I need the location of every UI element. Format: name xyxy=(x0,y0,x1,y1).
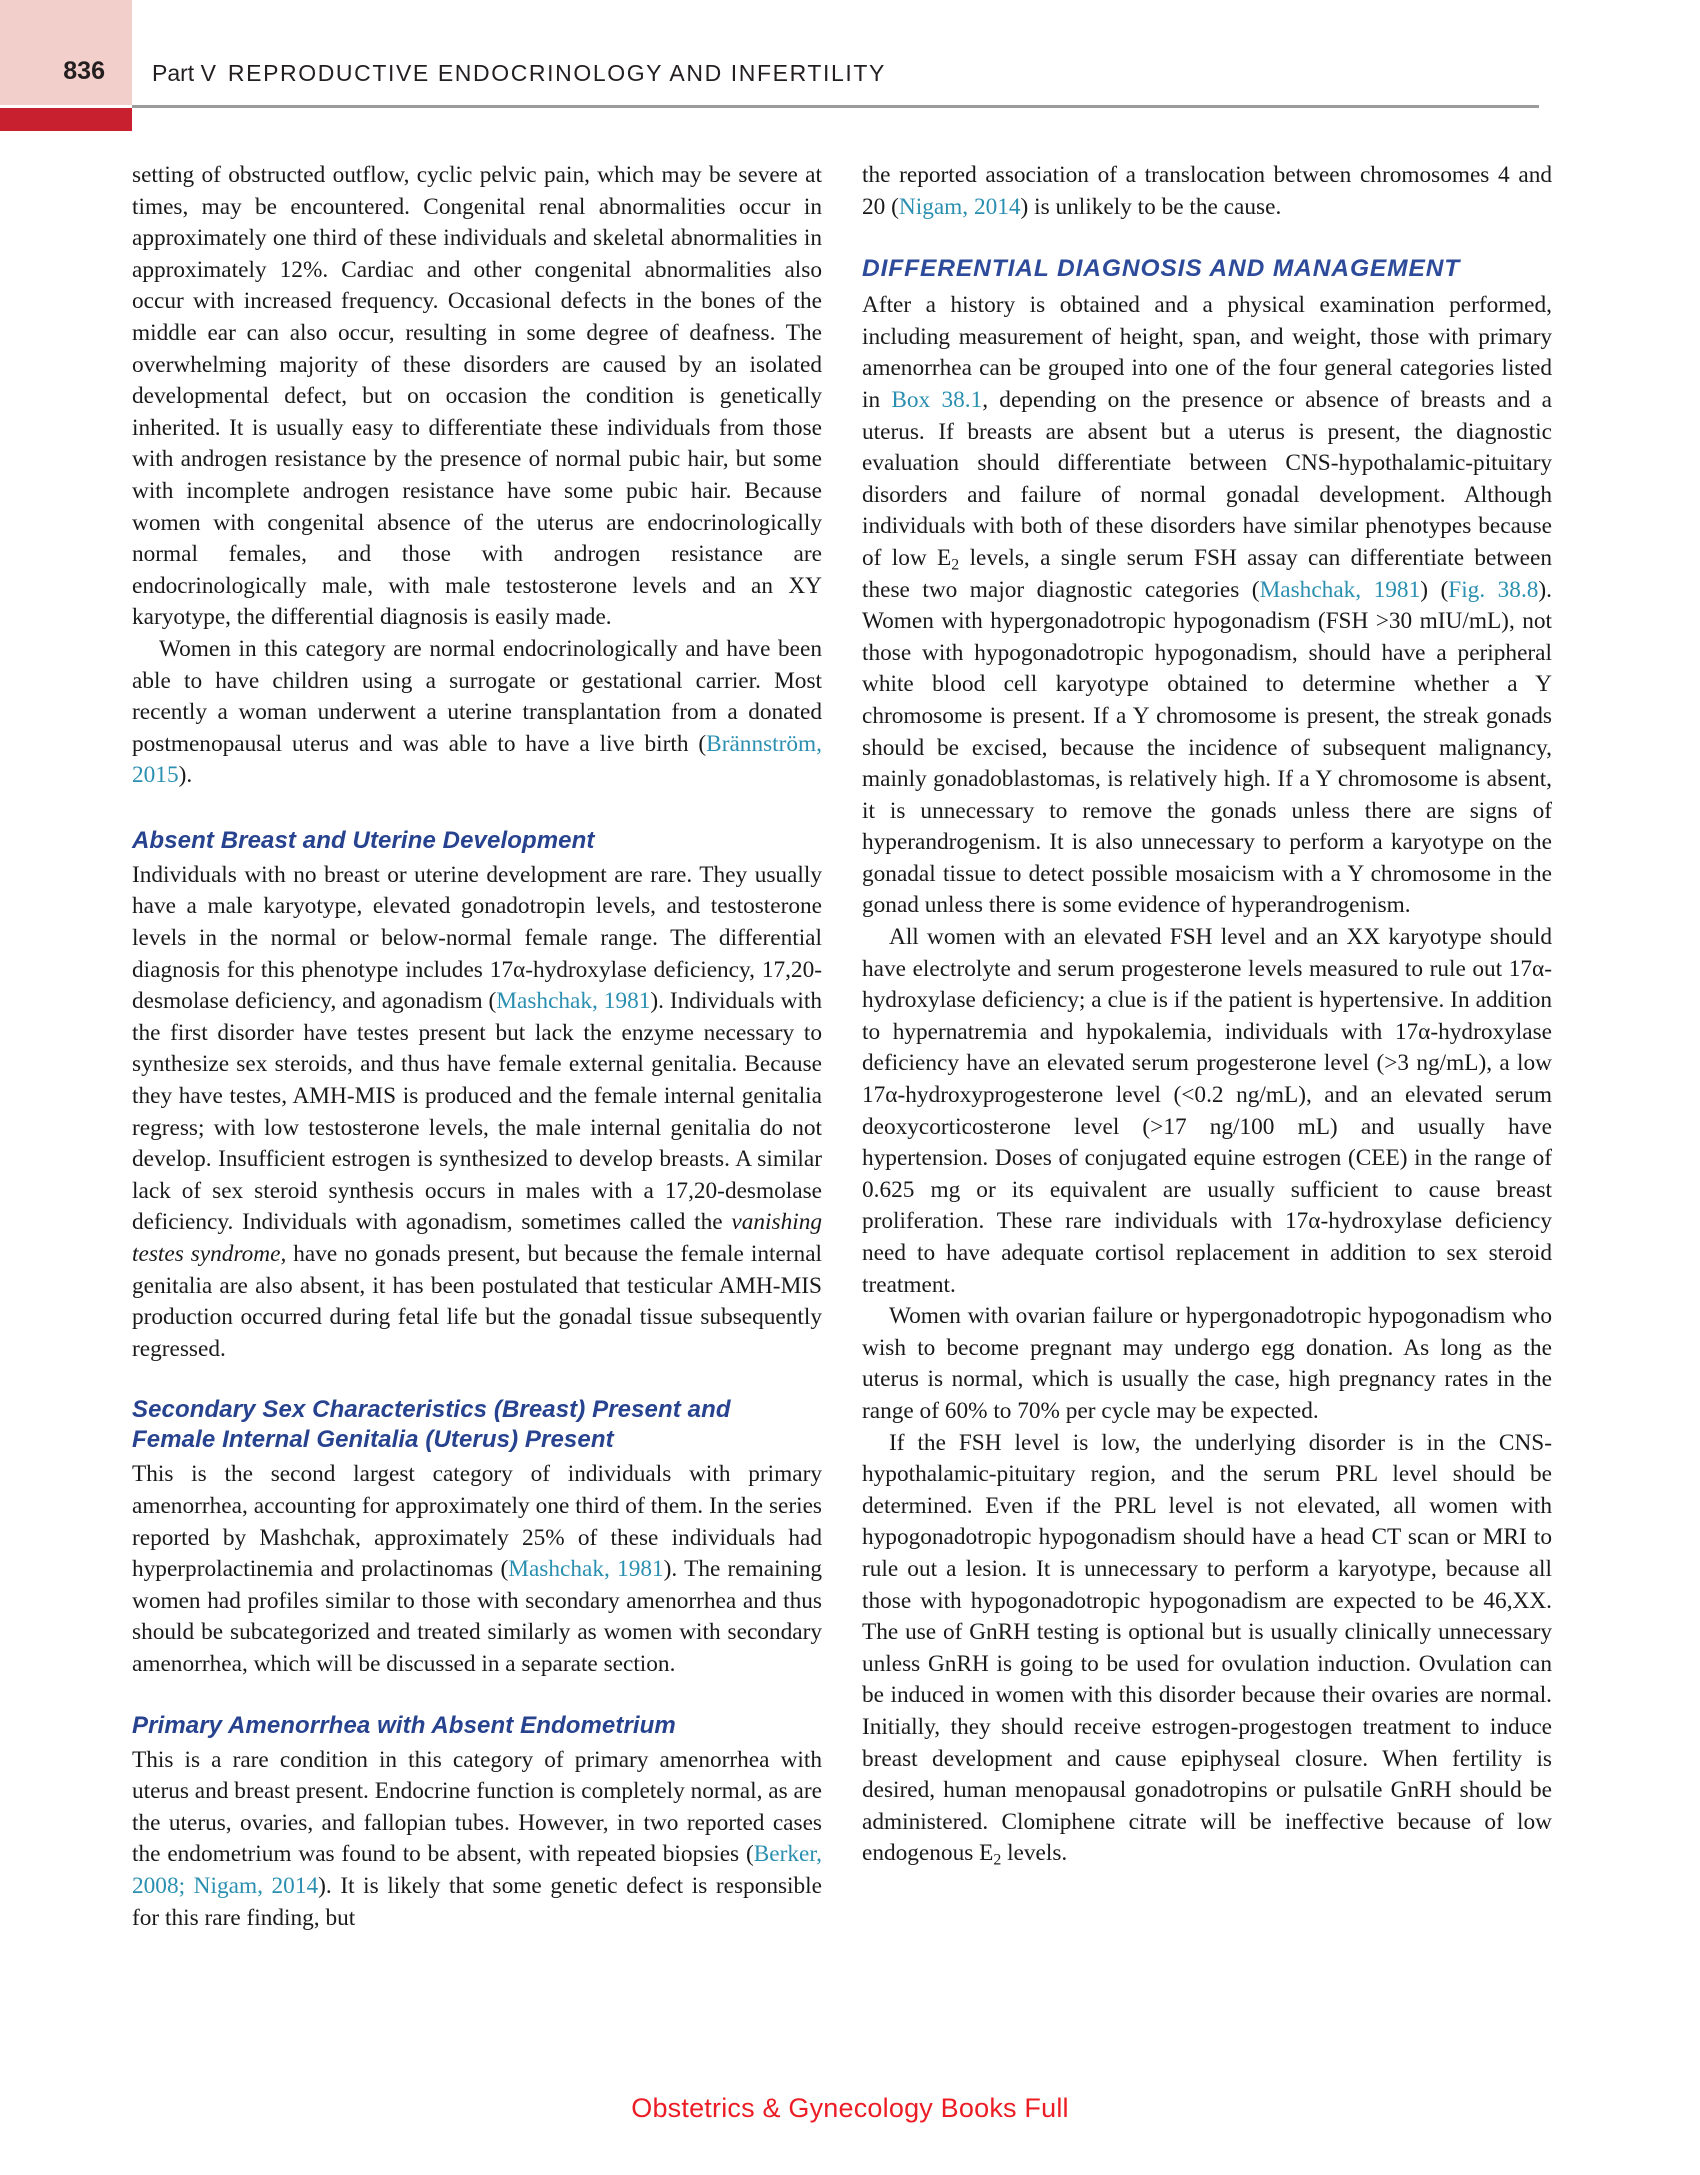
subheading-absent-breast-and-uterine-development: Absent Breast and Uterine Development xyxy=(132,826,595,854)
paragraph-text: setting of obstructed outflow, cyclic pelvic pain, which may be severe at times, may be encountered. Congenital renal abnormalities occur in approximately one third of these individuals and skeletal abnormalities in approximately 12%. Cardiac and other congenital abnormalities also occur with increased frequency. Occasional defects in the bones of the middle ear can also occur, resulting in some degree of deafness. The overwhelming majority of these disorders are caused by an isolated developmental defect, but on occasion the condition is genetically inherited. It is usually easy to differentiate these individuals from those with androgen resistance by the presence of normal pubic hair, but some with incomplete androgen resistance have some pubic hair. Because women with congenital absence of the uterus are endocrinologically normal females, and those with androgen resistance are endocrinologically male, with male testosterone levels and an XY karyotype, the differential diagnosis is easily made. xyxy=(132,162,822,631)
paragraph-text: ) ( xyxy=(1420,576,1449,603)
paragraph-text: levels, a single serum FSH assay can differentiate between these two major diagnostic categories ( xyxy=(862,544,1552,603)
page-footer xyxy=(0,2093,1700,2124)
paragraph-text: levels. xyxy=(1001,1840,1068,1867)
subscript: 2 xyxy=(951,556,960,574)
subheading-primary-amenorrhea-with-absent-endometrium: Primary Amenorrhea with Absent Endometrium xyxy=(132,1711,676,1739)
subheading-secondary-sex-characteristics xyxy=(132,1395,822,1455)
paragraph xyxy=(132,634,822,792)
paragraph-text: the reported association of a translocation between chromosomes 4 and 20 ( xyxy=(862,162,1552,220)
paragraph xyxy=(862,1301,1552,1427)
paragraph-text: This is the second largest category of individuals with primary amenorrhea, accounting for approximately one third of them. In the series reported by Mashchak, approximately 25% of these individuals had hyperprolactinemia and prolactinomas ( xyxy=(132,1461,822,1583)
paragraph-continued xyxy=(862,160,1552,223)
paragraph-text: ). xyxy=(178,762,193,789)
part-label: Part V xyxy=(152,60,216,86)
folio-background-block xyxy=(0,0,132,105)
paragraph-text: ). It is likely that some genetic defect is responsible for this rare finding, but xyxy=(132,1872,822,1931)
cross-reference-link-box[interactable]: Box 38.1 xyxy=(891,386,983,413)
paragraph xyxy=(132,1459,822,1680)
header-horizontal-rule xyxy=(132,105,1539,108)
running-head xyxy=(152,60,886,87)
italic-term: vanishing testes syndrome, xyxy=(132,1209,822,1267)
page-number: 836 xyxy=(63,57,105,85)
paragraph-text: , depending on the presence or absence of breasts and a uterus. If breasts are absent but a uterus is present, the diagnostic evaluation should differentiate between CNS-hypothalamic-pituitary disorders and failure of normal gonadal development. Although individuals with both of these disorders have similar phenotypes because of low E xyxy=(862,386,1552,571)
footer-watermark-text: Obstetrics & Gynecology Books Full xyxy=(631,2093,1069,2123)
paragraph-text: All women with an elevated FSH level and an XX karyotype should have electrolyte and serum progesterone levels measured to rule out 17α-hydroxylase deficiency; a clue is if the patient is hypertensive. In addition to hypernatremia and hypokalemia, individuals with 17α-hydroxylase deficiency have an elevated serum progesterone level (>3 ng/mL), a low 17α-hydroxyprogesterone level (<0.2 ng/mL), and an elevated serum deoxycorticosterone level (>17 ng/100 mL) and usually have hypertension. Doses of conjugated equine estrogen (CEE) in the range of 0.625 mg or its equivalent are usually sufficient to cause breast proliferation. These rare individuals with 17α-hydroxylase deficiency need to have adequate cortisol replacement in addition to sex steroid treatment. xyxy=(862,924,1552,1298)
column-right xyxy=(862,160,1552,1870)
citation-link[interactable]: Mashchak, 1981 xyxy=(1259,576,1421,603)
citation-link[interactable]: Berker, 2008; Nigam, 2014 xyxy=(132,1841,822,1899)
subheading-line-1: Secondary Sex Characteristics (Breast) Present and xyxy=(132,1396,731,1424)
subscript: 2 xyxy=(993,1851,1002,1869)
paragraph-text: have no gonads present, but because the female internal genitalia are also absent, it has been postulated that testicular AMH-MIS production occurred during fetal life but the gonadal tissue subsequently regressed. xyxy=(132,1241,823,1362)
paragraph-text: ) is unlikely to be the cause. xyxy=(1020,193,1282,220)
paragraph-text: ). Individuals with the first disorder have testes present but lack the enzyme necessary to synthesize sex steroids, and thus have female external genitalia. Because they have testes, AMH-MIS is produced and the female internal genitalia regress; with low testosterone levels, the male internal genitalia do not develop. Insufficient estrogen is synthesized to develop breasts. A similar lack of sex steroid synthesis occurs in males with a 17,20-desmolase deficiency. Individuals with agonadism, sometimes called the xyxy=(132,988,822,1236)
section-heading-differential-diagnosis-and-management: DIFFERENTIAL DIAGNOSIS AND MANAGEMENT xyxy=(862,255,1461,283)
paragraph-text: Women with ovarian failure or hypergonadotropic hypogonadism who wish to become pregnant may undergo egg donation. As long as the uterus is normal, which is usually the case, high pregnancy rates in the range of 60% to 70% per cycle may be expected. xyxy=(862,1303,1552,1424)
subheading-line-2: Female Internal Genitalia (Uterus) Present xyxy=(132,1426,614,1454)
paragraph-text: ). The remaining women had profiles similar to those with secondary amenorrhea and thus should be subcategorized and treated similarly as women with secondary amenorrhea, which will be discussed in a separate section. xyxy=(132,1556,823,1677)
header-red-accent-block xyxy=(0,108,132,131)
paragraph-text: This is a rare condition in this category of primary amenorrhea with uterus and breast present. Endocrine function is completely normal, as are the uterus, ovaries, and fallopian tubes. However, in two reported cases the endometrium was found to be absent, with repeated biopsies ( xyxy=(132,1746,822,1868)
cross-reference-link-figure[interactable]: Fig. 38.8 xyxy=(1448,576,1539,603)
running-head-title: REPRODUCTIVE ENDOCRINOLOGY AND INFERTILITY xyxy=(227,60,886,86)
paragraph-text: ). Women with hypergonadotropic hypogonadism (FSH >30 mIU/mL), not those with hypogonadotropic hypogonadism, should have a peripheral white blood cell karyotype obtained to determine whether a Y chromosome is present. If a Y chromosome is present, the streak gonads should be excised, because the incidence of subsequent malignancy, mainly gonadoblastomas, is relatively high. If a Y chromosome is absent, it is unnecessary to remove the gonads unless there are signs of hyperandrogenism. It is also unnecessary to perform a karyotype on the gonadal tissue to detect possible mosaicism with a Y chromosome in the gonad unless there is some evidence of hyperandrogenism. xyxy=(862,576,1553,919)
paragraph-text: Women in this category are normal endocrinologically and have been able to have children using a surrogate or gestational carrier. Most recently a woman underwent a uterine transplantation from a donated postmenopausal uterus and was able to have a live birth ( xyxy=(132,635,822,757)
paragraph-text: If the FSH level is low, the underlying disorder is in the CNS-hypothalamic-pituitary region, and the serum PRL level should be determined. Even if the PRL level is not elevated, all women with hypogonadotropic hypogonadism should have a head CT scan or MRI to rule out a lesion. It is unnecessary to perform a karyotype, because all those with hypogonadotropic hypogonadism are expected to be 46,XX. The use of GnRH testing is optional but is usually clinically unnecessary unless GnRH is going to be used for ovulation induction. Ovulation can be induced in women with this disorder because their ovaries are normal. Initially, they should receive estrogen-progestogen treatment to induce breast development and cause epiphyseal closure. When fertility is desired, human menopausal gonadotropins or pulsatile GnRH should be administered. Clomiphene citrate will be ineffective because of low endogenous E xyxy=(862,1429,1552,1867)
citation-link[interactable]: Mashchak, 1981 xyxy=(496,988,651,1015)
paragraph xyxy=(132,1745,822,1935)
column-left xyxy=(132,160,822,1934)
paragraph xyxy=(862,290,1552,922)
citation-link[interactable]: Nigam, 2014 xyxy=(898,193,1021,220)
paragraph xyxy=(132,860,822,1366)
paragraph-text: After a history is obtained and a physical examination performed, including measurement of height, span, and weight, those with primary amenorrhea can be grouped into one of the four general categories listed in xyxy=(862,292,1552,413)
page-header xyxy=(0,0,1700,128)
citation-link[interactable]: Brännström, 2015 xyxy=(132,730,822,789)
citation-link[interactable]: Mashchak, 1981 xyxy=(508,1556,664,1583)
paragraph-text: Individuals with no breast or uterine development are rare. They usually have a male karyotype, elevated gonadotropin levels, and testosterone levels in the normal or below-normal female range. The differential diagnosis for this phenotype includes 17α-hydroxylase deficiency, 17,20-desmolase deficiency, and agonadism ( xyxy=(132,861,822,1015)
paragraph xyxy=(862,922,1552,1301)
paragraph-continued xyxy=(132,160,822,634)
paragraph xyxy=(862,1428,1552,1870)
